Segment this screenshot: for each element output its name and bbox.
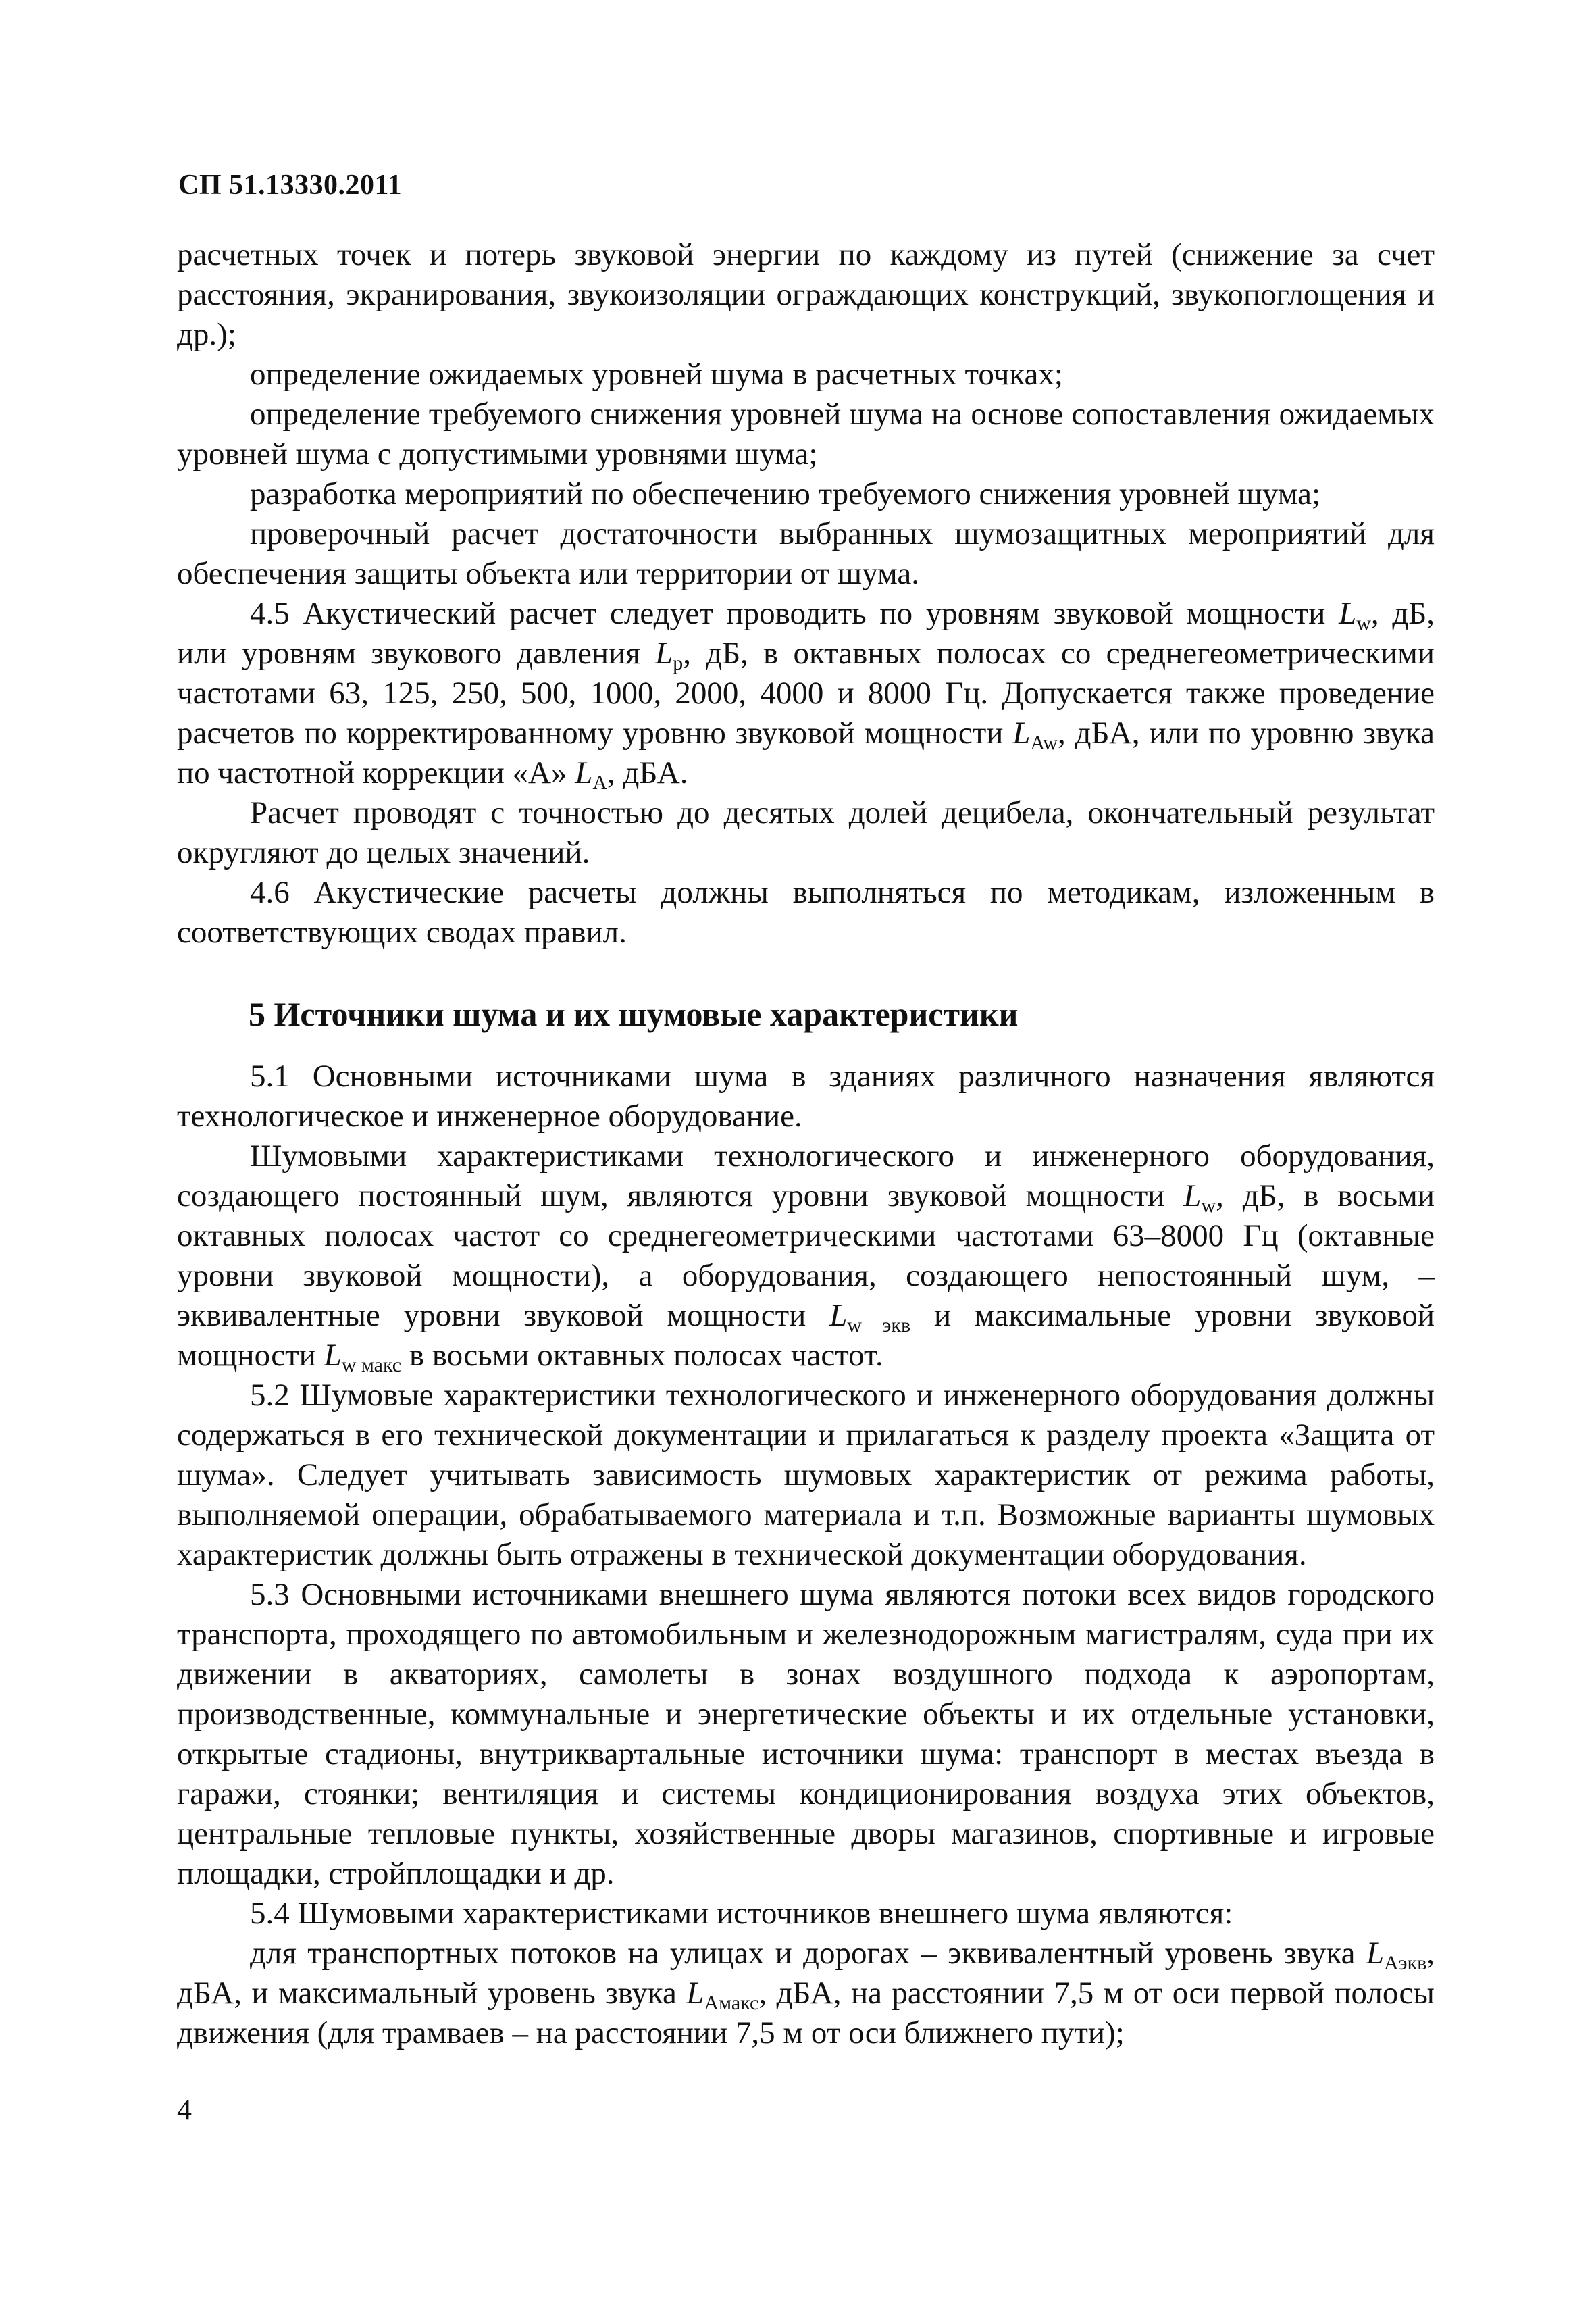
text-run: 4.6 Акустические расчеты должны выполняться по методикам, изложенным в соответствующих сводах правил. <box>177 875 1435 950</box>
paragraph <box>177 594 1435 793</box>
text-run: расчетных точек и потерь звуковой энергии по каждому из путей (снижение за счет расстояния, экранирования, звукоизоляции ограждающих конструкций, звукопоглощения и др.); <box>177 237 1435 352</box>
symbol-letter: L <box>1183 1178 1202 1213</box>
text-run: проверочный расчет достаточности выбранных шумозащитных мероприятий для обеспечения защиты объекта или территории от шума. <box>177 516 1435 591</box>
symbol-subscript: Aэкв <box>1383 1952 1427 1974</box>
symbol-subscript: w макс <box>341 1354 402 1376</box>
paragraph <box>177 1894 1435 1934</box>
symbol-letter: L <box>829 1298 848 1333</box>
text-run: Расчет проводят с точностью до десятых долей децибела, окончательный результат округляют до целых значений. <box>177 795 1435 870</box>
text-run: определение ожидаемых уровней шума в расчетных точках; <box>250 357 1063 392</box>
text-run: , дБ, или уровням звукового давления <box>177 596 1435 671</box>
paragraph <box>177 514 1435 594</box>
text-run: , дБ, в октавных полосах со среднегеометрическими частотами 63, 125, 250, 500, 1000, 2000, 4000 и 8000 Гц. Допускается также проведение расчетов по корректированному уровню звуковой мощности <box>177 636 1435 751</box>
paragraph <box>177 1057 1435 1136</box>
text-run: 4.5 Акустический расчет следует проводить по уровням звуковой мощности <box>250 596 1339 631</box>
text-run: , дБА, на расстоянии 7,5 м от оси первой полосы движения (для трамваев – на расстоянии 7,5 м от оси ближнего пути); <box>177 1976 1435 2051</box>
text-run: 5.2 Шумовые характеристики технологического и инженерного оборудования должны содержаться в его технической документации и прилагаться к разделу проекта «Защита от шума». Следует учитывать зависимость шумовых характеристик от режима работы, выполняемой операции, обрабатываемого материала и т.п. Возможные варианты шумовых характеристик должны быть отражены в технической документации оборудования. <box>177 1378 1435 1572</box>
symbol-subscript: A <box>592 772 608 794</box>
text-run: Шумовыми характеристиками технологического и инженерного оборудования, создающего постоянный шум, являются уровни звуковой мощности <box>177 1138 1435 1213</box>
symbol-letter: L <box>1366 1936 1384 1971</box>
text-run: определение требуемого снижения уровней шума на основе сопоставления ожидаемых уровней шума с допустимыми уровнями шума; <box>177 397 1435 472</box>
section-4-continuation <box>177 235 1435 953</box>
text-run: , дБА, или по уровню звука по частотной коррекции «А» <box>177 715 1435 790</box>
paragraph <box>177 355 1435 395</box>
paragraph <box>177 1376 1435 1575</box>
page-number: 4 <box>177 2093 192 2126</box>
paragraph <box>177 235 1435 355</box>
paragraph <box>177 395 1435 474</box>
page-body <box>177 235 1435 2053</box>
section-5-heading: 5 Источники шума и их шумовые характеристики <box>249 995 1019 1033</box>
text-run: , дБА, и максимальный уровень звука <box>177 1936 1435 2011</box>
text-run: для транспортных потоков на улицах и дорогах – эквивалентный уровень звука <box>250 1936 1366 1971</box>
paragraph <box>177 793 1435 873</box>
paragraph <box>177 1136 1435 1376</box>
text-run: , дБ, в восьми октавных полосах частот со среднегеометрическими частотами 63–8000 Гц (октавные уровни звуковой мощности), а оборудования, создающего непостоянный шум, – эквивалентные уровни звуковой мощности <box>177 1178 1435 1333</box>
symbol-letter: L <box>324 1338 342 1373</box>
section-5-body <box>177 1057 1435 2053</box>
paragraph <box>177 873 1435 953</box>
symbol-letter: L <box>1339 596 1357 631</box>
document-code-header: СП 51.13330.2011 <box>178 170 403 201</box>
text-run: , дБА. <box>607 755 688 790</box>
text-run: 5.1 Основными источниками шума в зданиях различного назначения являются технологическое и инженерное оборудование. <box>177 1059 1435 1134</box>
symbol-letter: L <box>575 755 593 790</box>
symbol-subscript: w экв <box>847 1314 911 1336</box>
text-run: в восьми октавных полосах частот. <box>401 1338 883 1373</box>
paragraph <box>177 474 1435 514</box>
text-run: 5.3 Основными источниками внешнего шума являются потоки всех видов городского транспорта, проходящего по автомобильным и железнодорожным магистралям, суда при их движении в акваториях, самолеты в зонах воздушного подхода к аэропортам, производственные, коммунальные и энергетические объекты и их отдельные установки, открытые стадионы, внутриквартальные источники шума: транспорт в местах въезда в гаражи, стоянки; вентиляция и системы кондиционирования воздуха этих объектов, центральные тепловые пункты, хозяйственные дворы магазинов, спортивные и игровые площадки, стройплощадки и др. <box>177 1577 1435 1891</box>
symbol-subscript: Aw <box>1030 732 1058 754</box>
paragraph <box>177 1934 1435 2053</box>
text-run: разработка мероприятий по обеспечению требуемого снижения уровней шума; <box>250 476 1321 511</box>
symbol-letter: L <box>655 636 673 671</box>
symbol-letter: L <box>686 1976 704 2011</box>
text-run: и максимальные уровни звуковой мощности <box>177 1298 1435 1373</box>
paragraph <box>177 1575 1435 1894</box>
symbol-subscript: w <box>1356 612 1371 634</box>
symbol-subscript: Aмакс <box>704 1992 759 2014</box>
symbol-letter: L <box>1012 715 1031 751</box>
symbol-subscript: p <box>673 652 684 674</box>
text-run: 5.4 Шумовыми характеристиками источников внешнего шума являются: <box>250 1896 1233 1931</box>
symbol-subscript: w <box>1201 1194 1216 1217</box>
